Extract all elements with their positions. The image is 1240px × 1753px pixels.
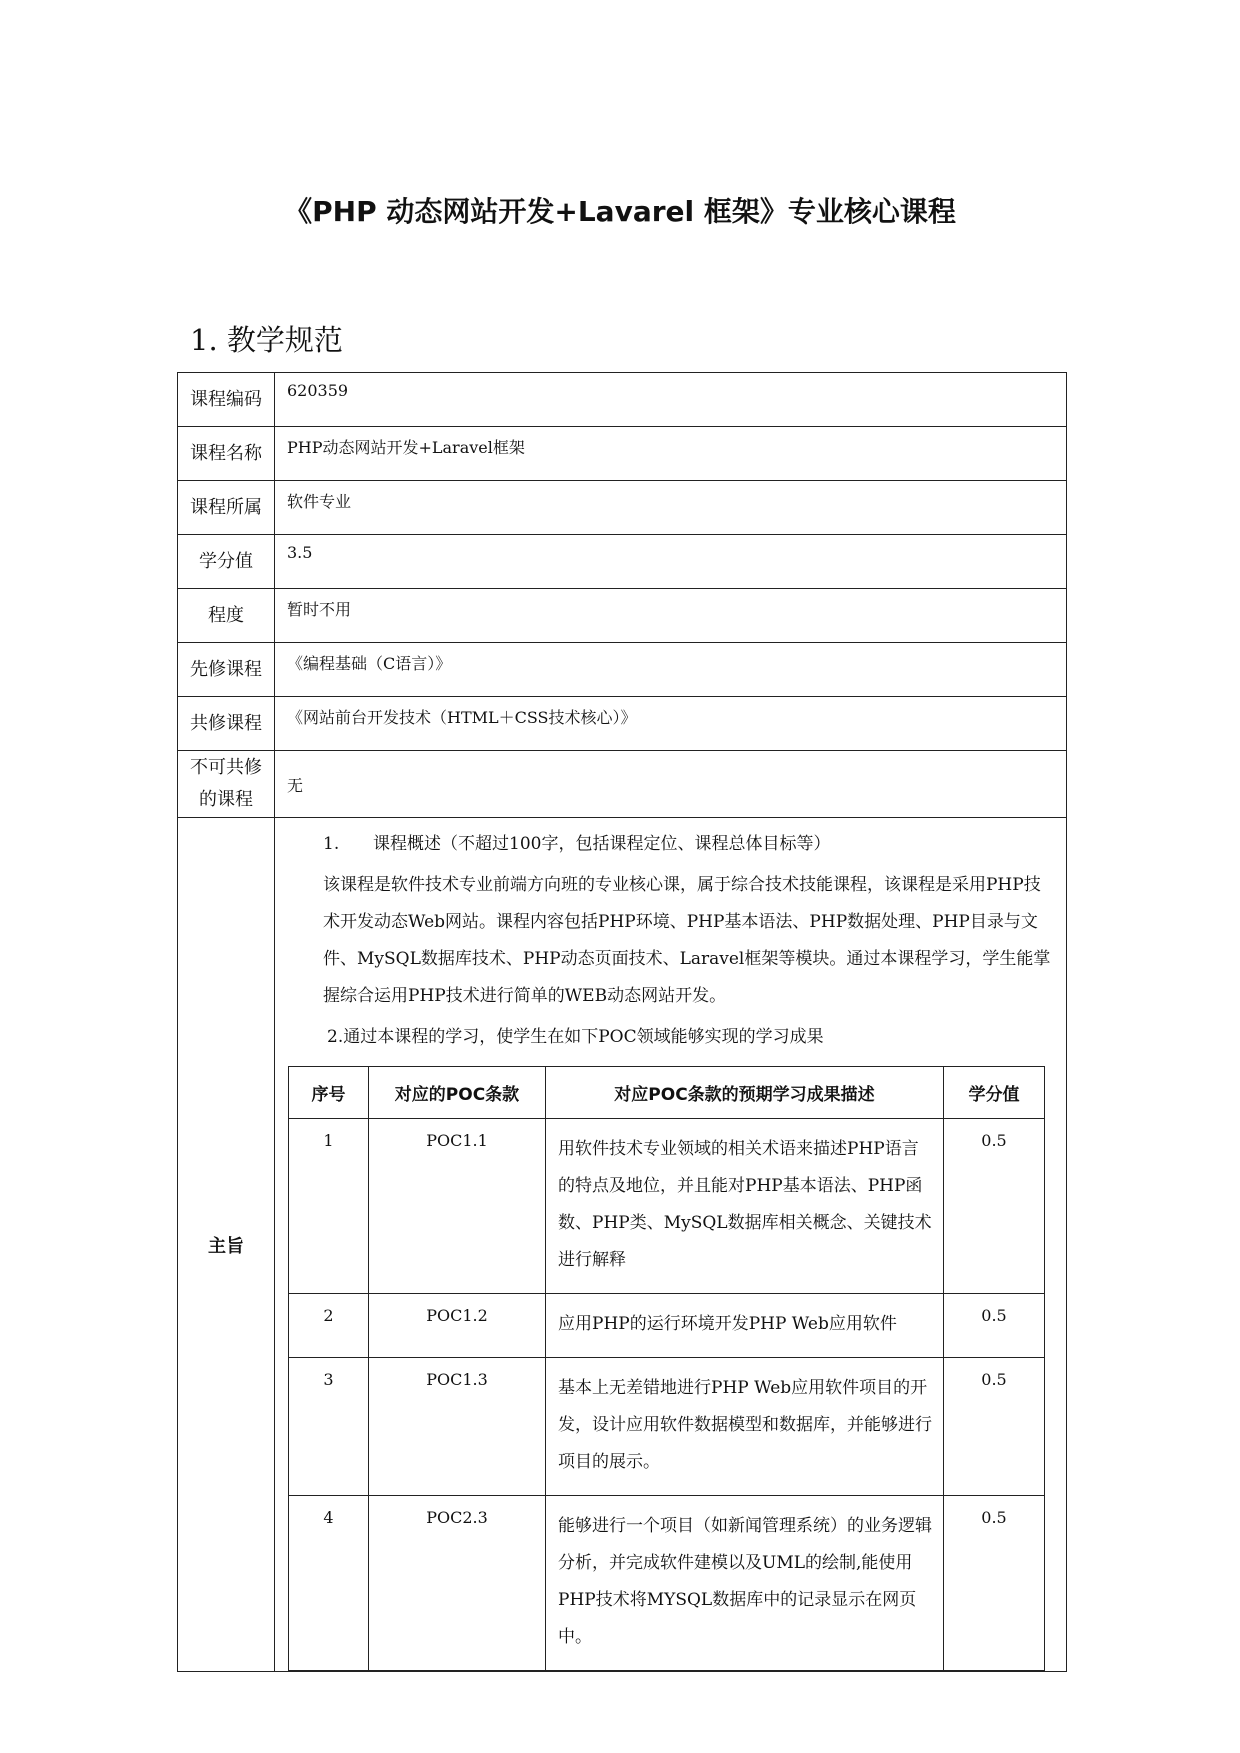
poc-header: 对应的POC条款 (369, 1067, 546, 1119)
poc-number: 4 (289, 1496, 369, 1671)
poc-clause: POC1.3 (369, 1358, 546, 1496)
spec-row-level (178, 589, 1067, 643)
poc-description: 基本上无差错地进行PHP Web应用软件项目的开发，设计应用软件数据模型和数据库，并能够进行项目的展示。 (546, 1358, 944, 1496)
poc-table (288, 1066, 1045, 1671)
poc-credit: 0.5 (944, 1294, 1045, 1358)
poc-description: 应用PHP的运行环境开发PHP Web应用软件 (546, 1294, 944, 1358)
spec-label: 课程编码 (178, 373, 275, 427)
spec-row-name (178, 427, 1067, 481)
purpose-label: 主旨 (178, 818, 275, 1672)
poc-header: 序号 (289, 1067, 369, 1119)
poc-clause: POC1.2 (369, 1294, 546, 1358)
spec-label: 程度 (178, 589, 275, 643)
poc-row (289, 1294, 1045, 1358)
spec-value: 620359 (275, 373, 1067, 427)
poc-description: 能够进行一个项目（如新闻管理系统）的业务逻辑分析，并完成软件建模以及UML的绘制,能使用PHP技术将MYSQL数据库中的记录显示在网页中。 (546, 1496, 944, 1671)
poc-clause: POC2.3 (369, 1496, 546, 1671)
poc-description: 用软件技术专业领域的相关术语来描述PHP语言的特点及地位，并且能对PHP基本语法、PHP函数、PHP类、MySQL数据库相关概念、关键技术进行解释 (546, 1119, 944, 1294)
spec-value: 《网站前台开发技术（HTML＋CSS技术核心）》 (275, 697, 1067, 751)
document-title: 《PHP 动态网站开发+Lavarel 框架》专业核心课程 (284, 195, 956, 228)
spec-value: PHP动态网站开发+Laravel框架 (275, 427, 1067, 481)
spec-label: 课程所属 (178, 481, 275, 535)
section-heading: 1. 教学规范 (190, 323, 343, 357)
learning-outcomes-heading: 2.通过本课程的学习，使学生在如下POC领域能够实现的学习成果 (327, 1027, 824, 1047)
purpose-content (275, 818, 1067, 1672)
poc-row (289, 1119, 1045, 1294)
spec-label-line: 不可共修 (190, 757, 262, 778)
spec-row-exclusion (178, 751, 1067, 818)
spec-value: 3.5 (275, 535, 1067, 589)
poc-header-row (289, 1067, 1045, 1119)
course-spec-table (177, 372, 1067, 1672)
poc-row (289, 1496, 1045, 1671)
spec-label: 共修课程 (178, 697, 275, 751)
poc-row (289, 1358, 1045, 1496)
poc-credit: 0.5 (944, 1496, 1045, 1671)
spec-label (178, 751, 275, 818)
poc-number: 2 (289, 1294, 369, 1358)
spec-value: 软件专业 (275, 481, 1067, 535)
item-number: 1. (323, 834, 340, 854)
spec-label: 课程名称 (178, 427, 275, 481)
spec-row-purpose (178, 818, 1067, 1672)
spec-label: 先修课程 (178, 643, 275, 697)
spec-row-code (178, 373, 1067, 427)
spec-value: 《编程基础（C语言）》 (275, 643, 1067, 697)
spec-label-line: 的课程 (199, 789, 253, 810)
spec-label: 学分值 (178, 535, 275, 589)
poc-number: 1 (289, 1119, 369, 1294)
spec-row-credits (178, 535, 1067, 589)
spec-row-prerequisite (178, 643, 1067, 697)
poc-header: 学分值 (944, 1067, 1045, 1119)
poc-credit: 0.5 (944, 1358, 1045, 1496)
spec-row-corequisite (178, 697, 1067, 751)
spec-value: 无 (275, 751, 1067, 818)
overview-heading (323, 826, 1056, 863)
overview-paragraph: 该课程是软件技术专业前端方向班的专业核心课，属于综合技术技能课程，该课程是采用PHP技术开发动态Web网站。课程内容包括PHP环境、PHP基本语法、PHP数据处理、PHP目录与文件、MySQL数据库技术、PHP动态页面技术、Laravel框架等模块。通过本课程学习，学生能掌握综合运用PHP技术进行简单的WEB动态网站开发。 (323, 875, 1051, 1006)
poc-credit: 0.5 (944, 1119, 1045, 1294)
poc-clause: POC1.1 (369, 1119, 546, 1294)
spec-value: 暂时不用 (275, 589, 1067, 643)
spec-row-department (178, 481, 1067, 535)
item-title: 课程概述（不超过100字，包括课程定位、课程总体目标等） (373, 834, 831, 854)
poc-number: 3 (289, 1358, 369, 1496)
poc-header: 对应POC条款的预期学习成果描述 (546, 1067, 944, 1119)
